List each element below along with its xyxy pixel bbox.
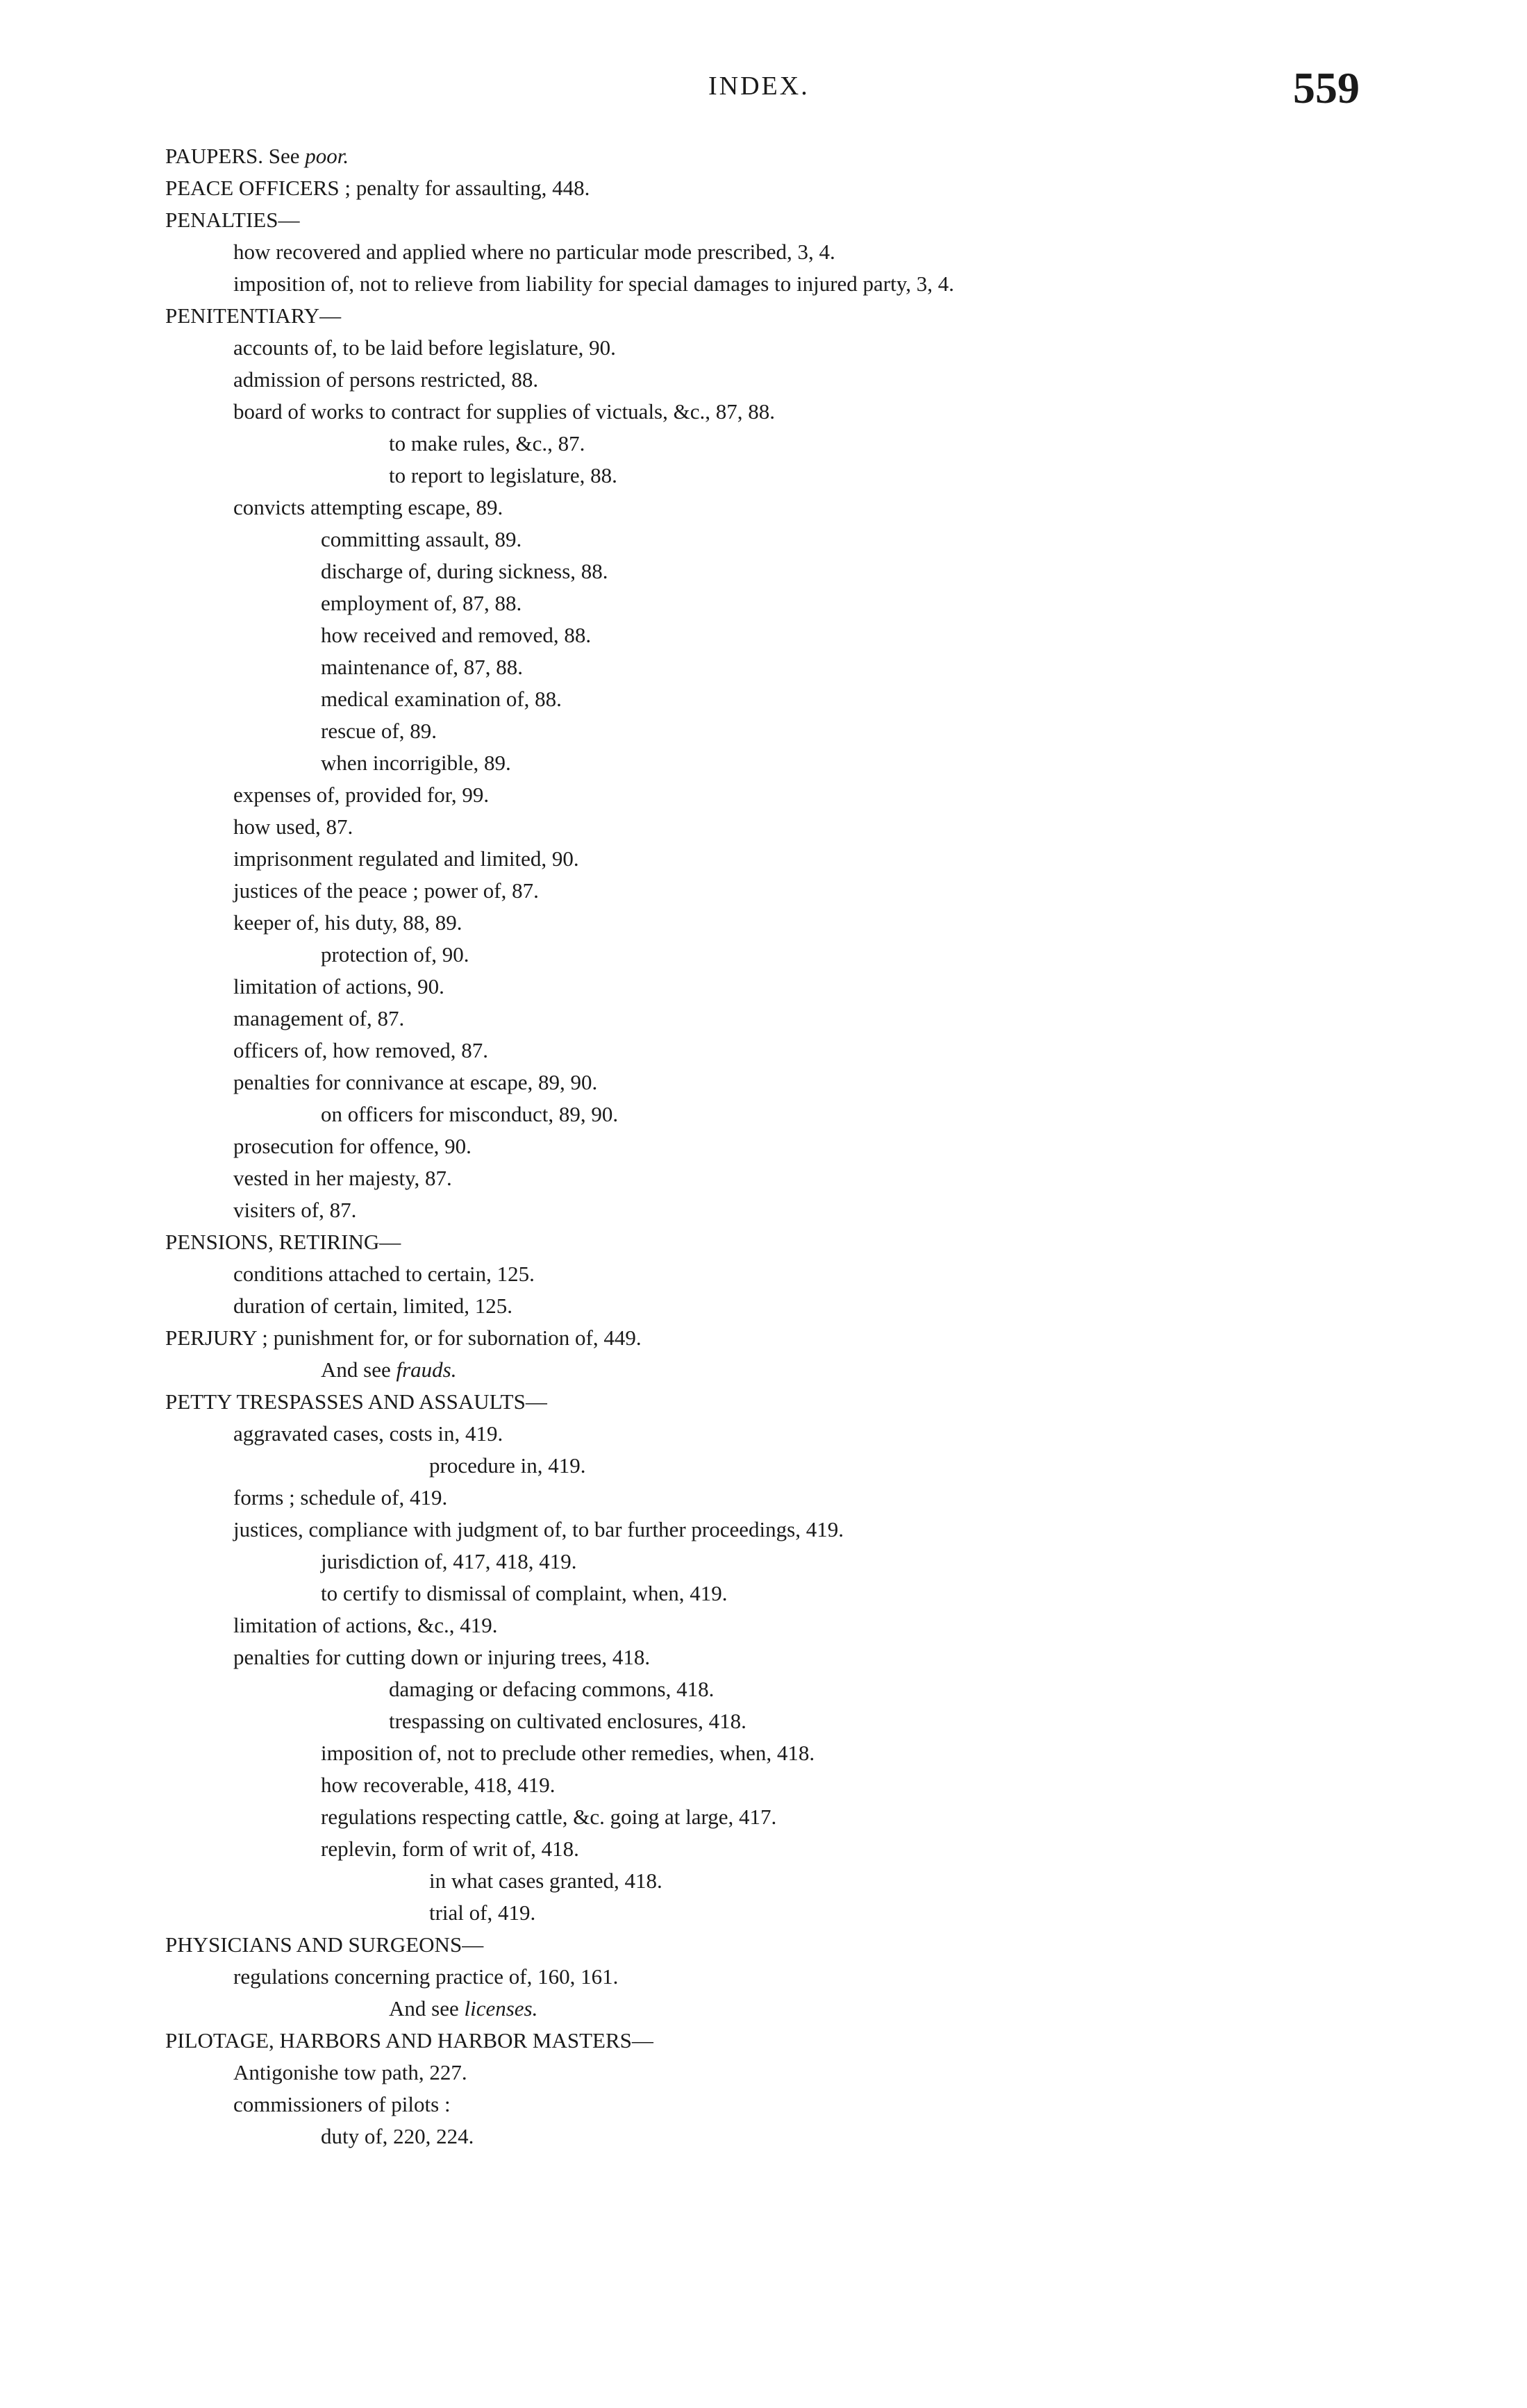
entry-text: replevin, form of writ of, 418. [321, 1837, 579, 1861]
entry-text: limitation of actions, &c., 419. [233, 1613, 498, 1637]
index-subentry [0, 2089, 1527, 2121]
index-subentry [0, 2057, 1527, 2089]
entry-text: management of, 87. [233, 1006, 405, 1030]
entry-text: imposition of, not to relieve from liability for special damages to injured party, 3, 4. [233, 271, 954, 296]
entry-text: PHYSICIANS AND SURGEONS— [165, 1932, 484, 1957]
index-subentry [0, 1961, 1527, 1993]
entry-text: board of works to contract for supplies of victuals, &c., 87, 88. [233, 399, 775, 424]
entry-text: justices, compliance with judgment of, to bar further proceedings, 419. [233, 1517, 844, 1541]
entry-text: keeper of, his duty, 88, 89. [233, 910, 462, 935]
entry-text: Antigonishe tow path, 227. [233, 2060, 467, 2084]
index-subentry [0, 939, 1527, 971]
entry-text: duration of certain, limited, 125. [233, 1294, 513, 1318]
index-subentry [0, 1067, 1527, 1098]
entry-text: discharge of, during sickness, 88. [321, 559, 608, 583]
entry-text: duty of, 220, 224. [321, 2124, 474, 2148]
index-subentry [0, 651, 1527, 683]
index-heading [0, 1386, 1527, 1418]
index-subentry [0, 1833, 1527, 1865]
index-subentry [0, 332, 1527, 364]
entry-text: conditions attached to certain, 125. [233, 1262, 535, 1286]
index-subentry [0, 811, 1527, 843]
entry-cross-reference: frauds. [396, 1357, 457, 1382]
index-subentry [0, 843, 1527, 875]
index-heading [0, 1929, 1527, 1961]
index-subentry [0, 1897, 1527, 1929]
index-subentry [0, 1578, 1527, 1609]
entry-text: how used, 87. [233, 814, 353, 839]
index-subentry [0, 1705, 1527, 1737]
entry-text: committing assault, 89. [321, 527, 522, 551]
index-list [0, 140, 1527, 2152]
entry-cross-reference: poor. [305, 144, 349, 168]
entry-text: limitation of actions, 90. [233, 974, 444, 998]
entry-text: how received and removed, 88. [321, 623, 592, 647]
entry-text: PERJURY ; punishment for, or for subornation of, 449. [165, 1326, 642, 1350]
index-subentry [0, 1769, 1527, 1801]
entry-text: PEACE OFFICERS ; penalty for assaulting, 448. [165, 176, 590, 200]
entry-text: PILOTAGE, HARBORS AND HARBOR MASTERS— [165, 2028, 653, 2052]
entry-text: trial of, 419. [429, 1900, 536, 1925]
entry-text: maintenance of, 87, 88. [321, 655, 523, 679]
index-subentry [0, 524, 1527, 555]
entry-text: visiters of, 87. [233, 1198, 357, 1222]
index-subentry [0, 1609, 1527, 1641]
index-heading [0, 204, 1527, 236]
entry-text: aggravated cases, costs in, 419. [233, 1421, 503, 1446]
entry-text: to make rules, &c., 87. [389, 431, 585, 455]
index-subentry [0, 364, 1527, 396]
index-subentry [0, 1418, 1527, 1450]
entry-text: And see [389, 1996, 465, 2021]
entry-text: penalties for connivance at escape, 89, 90. [233, 1070, 598, 1094]
entry-text: jurisdiction of, 417, 418, 419. [321, 1549, 577, 1573]
entry-text: damaging or defacing commons, 418. [389, 1677, 715, 1701]
page-header-title: INDEX. [708, 72, 810, 101]
entry-text: trespassing on cultivated enclosures, 418. [389, 1709, 746, 1733]
index-subentry [0, 1546, 1527, 1578]
entry-text: And see [321, 1357, 397, 1382]
index-subentry [0, 1482, 1527, 1514]
entry-text: how recoverable, 418, 419. [321, 1773, 556, 1797]
entry-text: PENSIONS, RETIRING— [165, 1230, 401, 1254]
index-subentry [0, 1290, 1527, 1322]
entry-text: PENALTIES— [165, 208, 300, 232]
index-subentry [0, 1993, 1527, 2025]
index-subentry [0, 1130, 1527, 1162]
index-subentry [0, 2121, 1527, 2152]
index-heading [0, 140, 1527, 172]
entry-text: PENITENTIARY— [165, 303, 342, 328]
index-subentry [0, 396, 1527, 428]
index-subentry [0, 555, 1527, 587]
index-subentry [0, 747, 1527, 779]
index-subentry [0, 1450, 1527, 1482]
index-subentry [0, 875, 1527, 907]
entry-text: imprisonment regulated and limited, 90. [233, 846, 579, 871]
index-heading [0, 300, 1527, 332]
index-heading [0, 1322, 1527, 1354]
index-subentry [0, 683, 1527, 715]
entry-cross-reference: licenses. [464, 1996, 538, 2021]
index-subentry [0, 1194, 1527, 1226]
page-number: 559 [1293, 63, 1360, 112]
index-subentry [0, 1514, 1527, 1546]
index-subentry [0, 1035, 1527, 1067]
entry-text: medical examination of, 88. [321, 687, 562, 711]
index-subentry [0, 1003, 1527, 1035]
entry-text: protection of, 90. [321, 942, 469, 967]
entry-text: penalties for cutting down or injuring trees, 418. [233, 1645, 651, 1669]
index-subentry [0, 779, 1527, 811]
index-subentry [0, 1737, 1527, 1769]
entry-text: justices of the peace ; power of, 87. [233, 878, 539, 903]
index-subentry [0, 587, 1527, 619]
index-subentry [0, 971, 1527, 1003]
index-subentry [0, 1865, 1527, 1897]
index-subentry [0, 1258, 1527, 1290]
entry-text: PETTY TRESPASSES AND ASSAULTS— [165, 1389, 547, 1414]
entry-text: regulations respecting cattle, &c. going at large, 417. [321, 1805, 777, 1829]
index-heading [0, 1226, 1527, 1258]
index-subentry [0, 1801, 1527, 1833]
entry-text: when incorrigible, 89. [321, 751, 511, 775]
index-subentry [0, 236, 1527, 268]
entry-text: forms ; schedule of, 419. [233, 1485, 448, 1510]
index-subentry [0, 1098, 1527, 1130]
index-subentry [0, 1162, 1527, 1194]
entry-text: accounts of, to be laid before legislature, 90. [233, 335, 616, 360]
index-subentry [0, 1641, 1527, 1673]
index-heading [0, 172, 1527, 204]
index-subentry [0, 619, 1527, 651]
index-subentry [0, 268, 1527, 300]
entry-text: admission of persons restricted, 88. [233, 367, 539, 392]
index-subentry [0, 492, 1527, 524]
entry-text: regulations concerning practice of, 160, 161. [233, 1964, 619, 1989]
index-subentry [0, 428, 1527, 460]
entry-text: prosecution for offence, 90. [233, 1134, 472, 1158]
entry-text: to certify to dismissal of complaint, when, 419. [321, 1581, 728, 1605]
entry-text: commissioners of pilots : [233, 2092, 451, 2116]
index-subentry [0, 1673, 1527, 1705]
index-subentry [0, 460, 1527, 492]
entry-text: expenses of, provided for, 99. [233, 783, 490, 807]
index-subentry [0, 907, 1527, 939]
index-heading [0, 2025, 1527, 2057]
entry-text: vested in her majesty, 87. [233, 1166, 452, 1190]
entry-text: convicts attempting escape, 89. [233, 495, 503, 519]
index-subentry [0, 715, 1527, 747]
entry-text: imposition of, not to preclude other remedies, when, 418. [321, 1741, 815, 1765]
entry-text: to report to legislature, 88. [389, 463, 617, 487]
entry-text: on officers for misconduct, 89, 90. [321, 1102, 619, 1126]
entry-text: in what cases granted, 418. [429, 1868, 662, 1893]
index-subentry [0, 1354, 1527, 1386]
entry-text: rescue of, 89. [321, 719, 437, 743]
entry-text: procedure in, 419. [429, 1453, 586, 1478]
entry-text: employment of, 87, 88. [321, 591, 522, 615]
entry-text: how recovered and applied where no particular mode prescribed, 3, 4. [233, 240, 835, 264]
entry-text: officers of, how removed, 87. [233, 1038, 489, 1062]
entry-text: PAUPERS. See [165, 144, 306, 168]
